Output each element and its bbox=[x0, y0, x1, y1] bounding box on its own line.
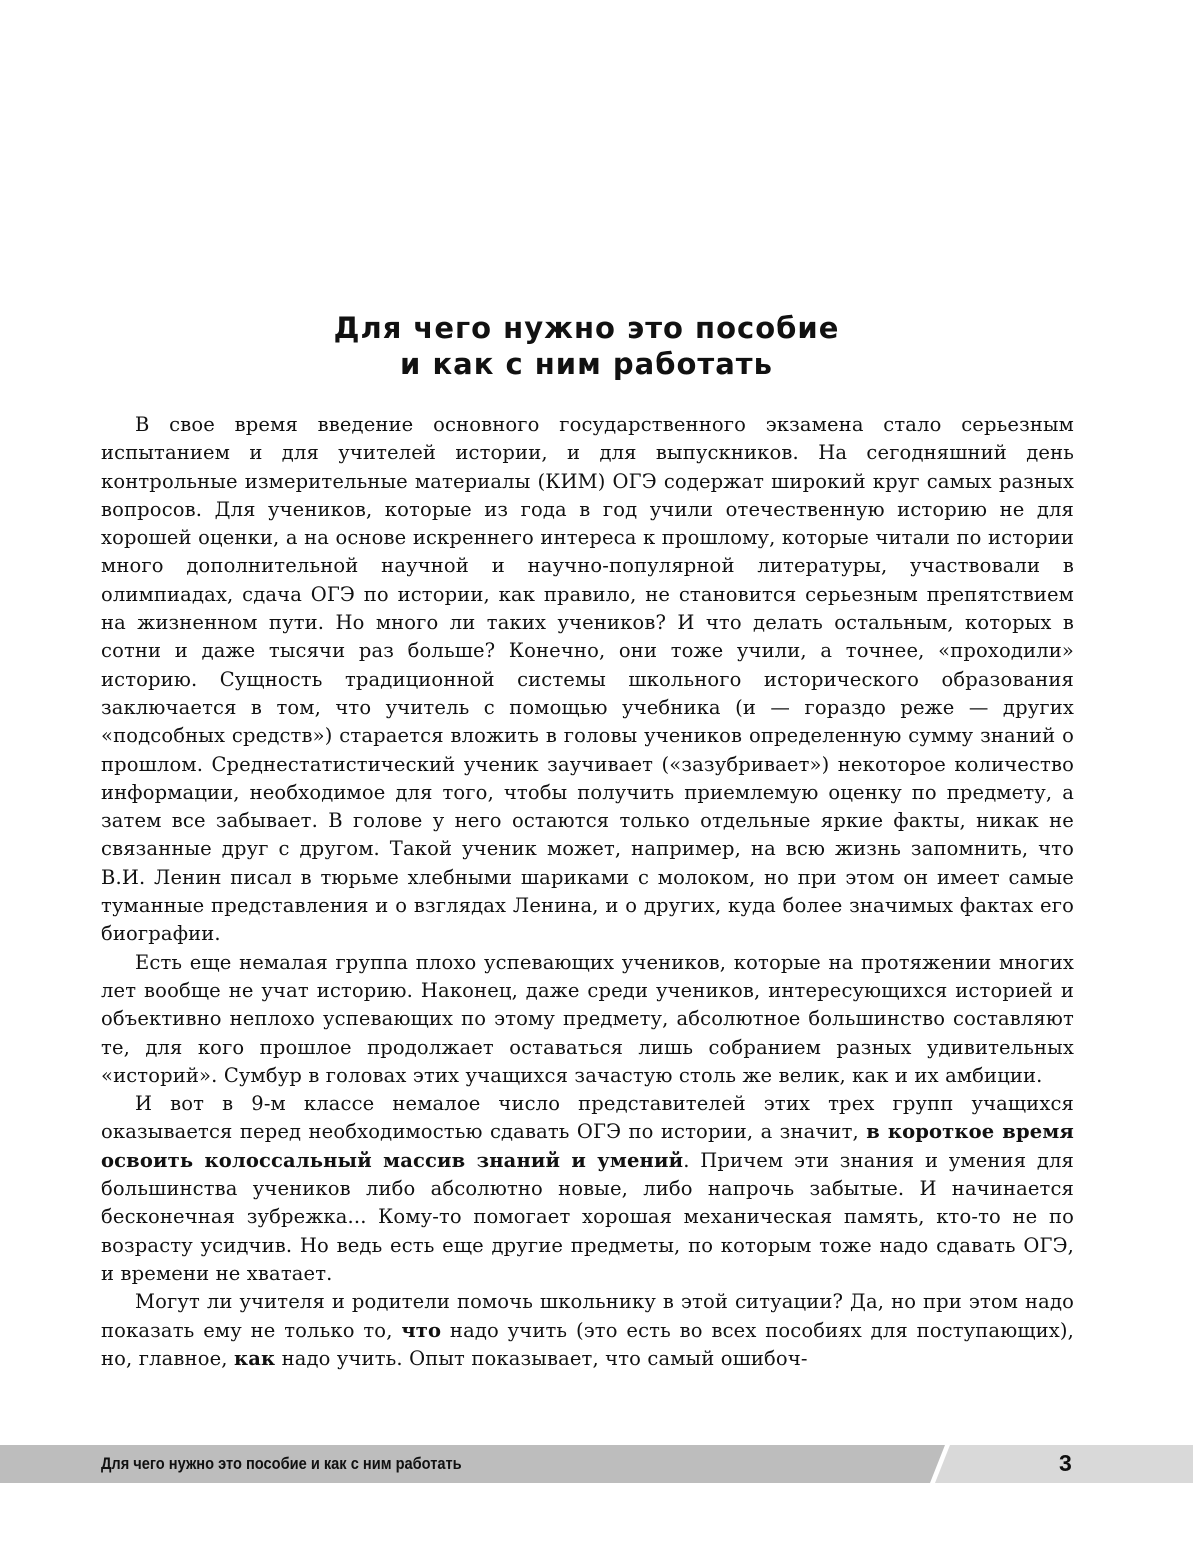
paragraph-text: надо учить. Опыт показывает, что самый ошибоч- bbox=[275, 1346, 808, 1370]
paragraph bbox=[101, 411, 1074, 949]
page-title-line-1: Для чего нужно это пособие bbox=[333, 311, 840, 345]
paragraph-text: . Причем эти знания и умения для большинства учеников либо абсолютно новые, либо напрочь забытые. И начинается бесконечная зубрежка... Кому-то помогает хорошая механическая память, кто-то не по возрасту усидчив. Но ведь есть еще другие предметы, по которым тоже надо сдавать ОГЭ, и времени не хватает. bbox=[101, 1148, 1075, 1285]
paragraph bbox=[101, 1288, 1074, 1373]
paragraph-text: В свое время введение основного государственного экзамена стало серьезным испытанием и для учителей истории, и для выпускников. На сегодняшний день контрольные измерительные материалы (КИМ) ОГЭ содержат широкий круг самых разных вопросов. Для учеников, которые из года в год учили отечественную историю не для хорошей оценки, а на основе искреннего интереса к прошлому, которые читали по истории много дополнительной научной и научно-популярной литературы, участвовали в олимпиадах, сдача ОГЭ по истории, как правило, не становится серьезным препятствием на жизненном пути. Но много ли таких учеников? И что делать остальным, которых в сотни и даже тысячи раз больше? Конечно, они тоже учили, а точнее, «проходили» историю. Сущность традиционной системы школьного исторического образования заключается в том, что учитель с помощью учебника (и — гораздо реже — других «подсобных средств») старается вложить в головы учеников определенную сумму знаний о прошлом. Среднестатистический ученик заучивает («зазубривает») некоторое количество информации, необходимое для того, чтобы получить приемлемую оценку по предмету, а затем все забывает. В голове у него остаются только отдельные яркие факты, никак не связанные друг с другом. Такой ученик может, например, на всю жизнь запомнить, что В.И. Ленин писал в тюрьме хлебными шариками с молоком, но при этом он имеет самые туманные представления и о взглядах Ленина, и о других, куда более значимых фактах его биографии. bbox=[101, 413, 1074, 946]
page-title-line-2: и как с ним работать bbox=[400, 347, 773, 381]
bold-text: как bbox=[233, 1346, 276, 1370]
page-title bbox=[100, 310, 1073, 382]
paragraph bbox=[101, 1090, 1074, 1288]
paragraph-text: И вот в 9-м классе немалое число представителей этих трех групп учащихся оказывается перед необходимостью сдавать ОГЭ по истории, а значит, bbox=[101, 1092, 1074, 1144]
body-text bbox=[101, 411, 1074, 1373]
page-number: 3 bbox=[1059, 1450, 1072, 1476]
paragraph-text: надо учить (это есть во всех пособиях для поступающих), но, главное, bbox=[101, 1318, 1074, 1370]
bold-text: в короткое время освоить колоссальный массив знаний и умений bbox=[101, 1120, 1074, 1172]
paragraph bbox=[101, 949, 1074, 1090]
paragraph-text: Могут ли учителя и родители помочь школьнику в этой ситуации? Да, но при этом надо показать ему не только то, bbox=[101, 1290, 1074, 1342]
bold-text: что bbox=[401, 1318, 442, 1342]
running-title: Для чего нужно это пособие и как с ним работать bbox=[101, 1454, 462, 1473]
paragraph-text: Есть еще немалая группа плохо успевающих учеников, которые на протяжении многих лет вообще не учат историю. Наконец, даже среди учеников, интересующихся историей и объективно неплохо успевающих по этому предмету, абсолютное большинство составляют те, для кого прошлое продолжает оставаться лишь собранием разных удивительных «историй». Сумбур в головах этих учащихся зачастую столь же велик, как и их амбиции. bbox=[101, 950, 1074, 1087]
